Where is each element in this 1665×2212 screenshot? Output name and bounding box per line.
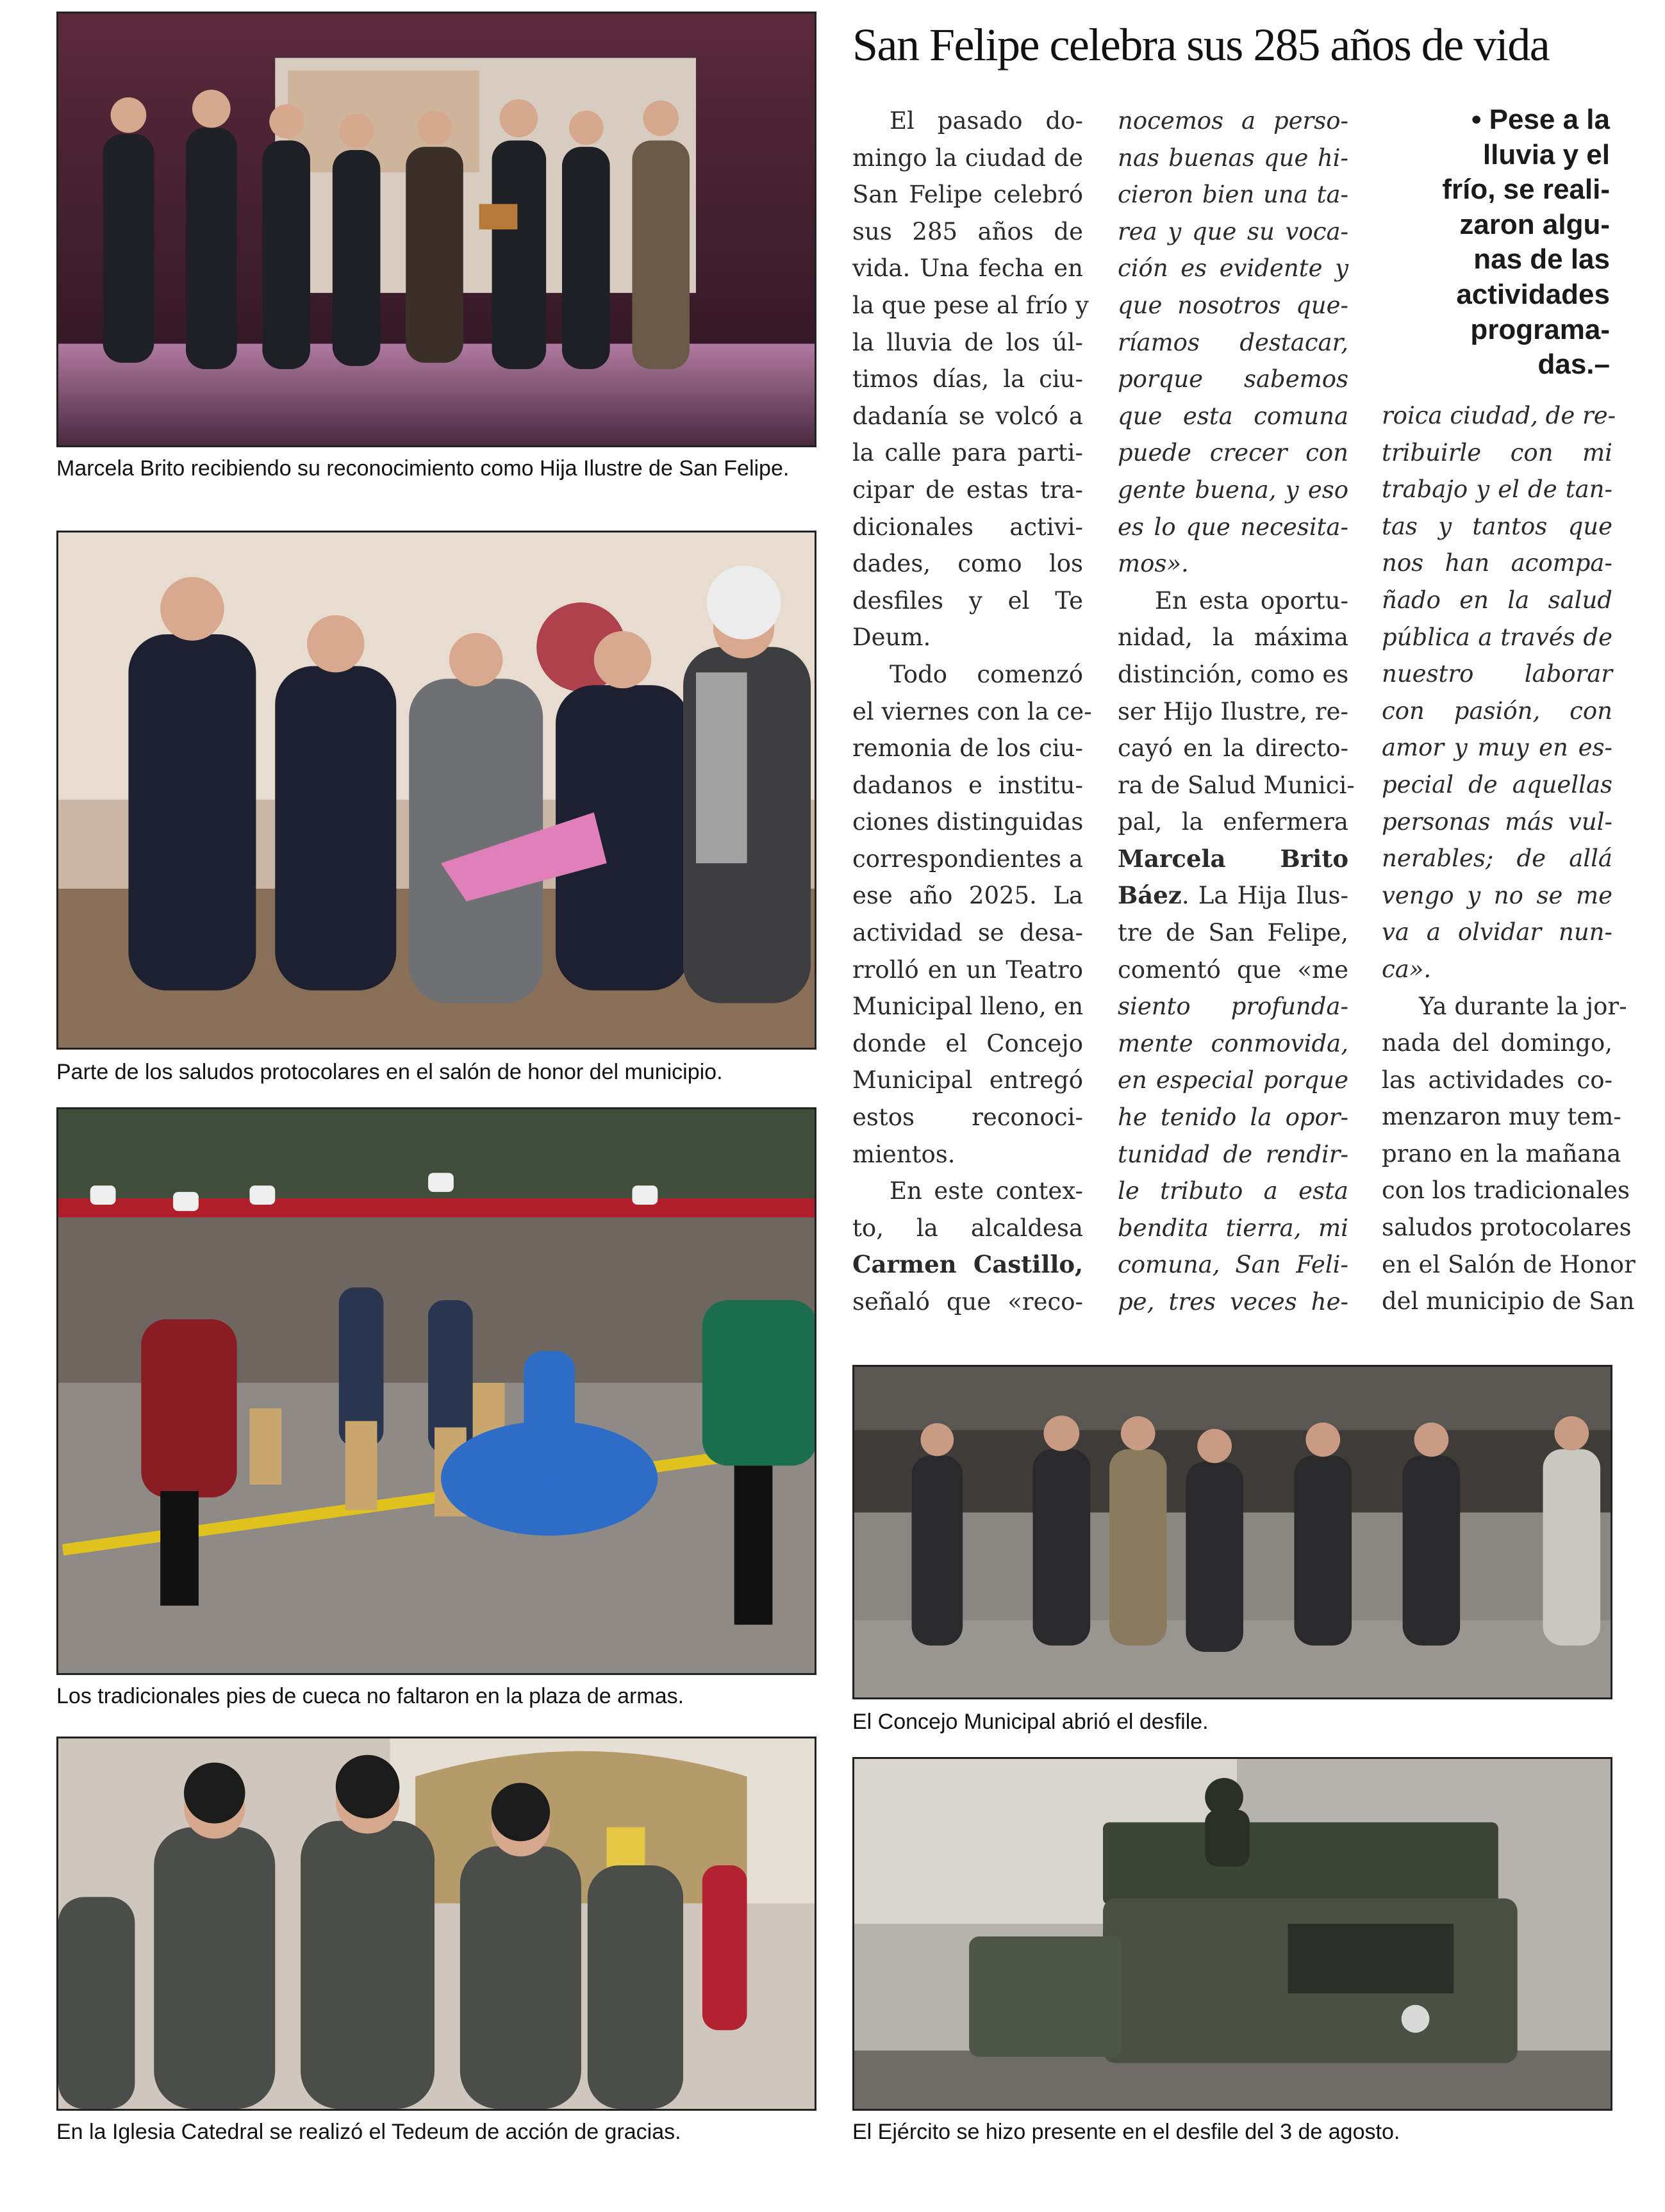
text-line: siento profunda- <box>1118 993 1348 1021</box>
text-line: rea y que su voca- <box>1118 217 1348 245</box>
text-line: Ya durante la jor- <box>1419 992 1627 1020</box>
text-line: mente conmovida, <box>1118 1029 1348 1057</box>
text-line: la lluvia de los úl- <box>852 328 1083 356</box>
photo-concejo-desfile <box>852 1365 1612 1699</box>
text-line: comuna, San Feli- <box>1118 1251 1348 1279</box>
lead-line: nas de las <box>1473 243 1610 276</box>
article-column-2 <box>1118 103 1355 1321</box>
text-line: Marcela Brito <box>1118 844 1348 873</box>
text-line: nocemos a perso- <box>1118 107 1348 135</box>
text-line: saludos protocolares <box>1382 1214 1632 1242</box>
photo-cueca-dancers <box>56 1107 816 1675</box>
text-line: nuestro laborar <box>1382 660 1612 688</box>
text-line: ca». <box>1382 955 1432 983</box>
article-column-3 <box>1382 397 1636 1320</box>
text-bold: Báez <box>1118 881 1182 910</box>
text-line: cieron bien una ta- <box>1118 181 1348 209</box>
text-line: vida. Una fecha en <box>852 254 1083 283</box>
text-line: nidad, la máxima <box>1118 623 1348 652</box>
text-line: la calle para parti- <box>852 439 1083 467</box>
caption-photo-6: El Ejército se hizo presente en el desfile del 3 de agosto. <box>852 2120 1400 2144</box>
caption-photo-3: Los tradicionales pies de cueca no faltaron en la plaza de armas. <box>56 1684 684 1708</box>
text-line: en especial porque <box>1118 1066 1348 1094</box>
text-line: sus 285 años de <box>852 217 1083 245</box>
text-line: tribuirle con mi <box>1382 438 1612 466</box>
text-line: nada del domingo, <box>1382 1029 1612 1057</box>
text-line: personas más vul- <box>1382 807 1612 836</box>
text-line: En este contex- <box>890 1177 1083 1205</box>
text-line: mos». <box>1118 550 1189 578</box>
caption-photo-4: En la Iglesia Catedral se realizó el Tedeum de acción de gracias. <box>56 2120 681 2144</box>
text-line: que nosotros que- <box>1118 291 1348 319</box>
text-line: ra de Salud Munici- <box>1118 771 1355 799</box>
text-line: tunidad de rendir- <box>1118 1140 1348 1168</box>
text-line: el viernes con la ce- <box>852 697 1092 725</box>
text-line: estos reconoci- <box>852 1103 1083 1132</box>
text-line: En esta oportu- <box>1155 586 1348 615</box>
lead-line: programa- <box>1470 313 1610 345</box>
caption-photo-1: Marcela Brito recibiendo su reconocimiento como Hija Ilustre de San Felipe. <box>56 456 790 481</box>
text-line: to, la alcaldesa <box>852 1214 1083 1242</box>
lead-line: lluvia y el <box>1482 138 1610 170</box>
text-line: comentó que «me <box>1118 955 1348 984</box>
lead-line: das.– <box>1537 349 1610 381</box>
text-line: he tenido la opor- <box>1118 1103 1348 1132</box>
text-line: que esta comuna <box>1118 402 1348 430</box>
caption-photo-5: El Concejo Municipal abrió el desfile. <box>852 1710 1209 1734</box>
text-line: dades, como los <box>852 550 1083 578</box>
text-line: ese año 2025. La <box>852 882 1083 910</box>
text-line: pe, tres veces he- <box>1118 1288 1348 1316</box>
caption-photo-2: Parte de los saludos protocolares en el salón de honor del municipio. <box>56 1060 723 1084</box>
text-line: Deum. <box>852 623 931 652</box>
text-line: dicionales activi- <box>852 513 1083 541</box>
photo-award-ceremony <box>56 12 816 447</box>
text-line: amor y muy en es- <box>1382 734 1612 762</box>
lead-line: zaron algu- <box>1459 208 1610 240</box>
lead-line: • Pese a la <box>1471 104 1610 135</box>
text-line: ñado en la salud <box>1382 586 1612 614</box>
text-line <box>1118 877 1348 914</box>
text-line: cipar de estas tra- <box>852 475 1083 504</box>
article-column-1 <box>852 103 1092 1321</box>
text-line: tre de San Felipe, <box>1118 919 1348 947</box>
text-line: con los tradicionales <box>1382 1176 1630 1205</box>
text-line: vengo y no se me <box>1382 881 1612 909</box>
text-line: actividad se desa- <box>852 919 1083 947</box>
photo-cathedral-tedeum <box>56 1737 816 2111</box>
text-line: Todo comenzó <box>890 660 1083 688</box>
text-line: ciones distinguidas <box>852 808 1084 836</box>
lead-line: frío, se reali- <box>1442 174 1610 206</box>
text-line: Municipal entregó <box>852 1066 1083 1094</box>
text-line: pública a través de <box>1382 623 1612 651</box>
text-line: Carmen Castillo, <box>852 1250 1083 1279</box>
text-line: Municipal lleno, en <box>852 993 1084 1021</box>
text-line: prano en la mañana <box>1382 1139 1621 1168</box>
text-line: roica ciudad, de re- <box>1382 402 1616 429</box>
text-fragment: . La Hija Ilus- <box>1181 882 1348 910</box>
text-line: distinción, como es <box>1118 660 1349 688</box>
text-line: nerables; de allá <box>1382 845 1612 873</box>
lead-line: actividades <box>1456 278 1610 310</box>
text-line: nas buenas que hi- <box>1118 144 1348 172</box>
text-line: ción es evidente y <box>1118 254 1348 283</box>
text-line: es lo que necesita- <box>1118 513 1348 541</box>
text-line: en el Salón de Honor <box>1382 1250 1636 1278</box>
text-line: dadanos e institu- <box>852 771 1083 799</box>
text-line: timos días, la ciu- <box>852 365 1083 393</box>
text-line: El pasado do- <box>890 107 1083 135</box>
text-line: mingo la ciudad de <box>852 144 1083 172</box>
text-line: San Felipe celebró <box>852 181 1083 209</box>
article-lead <box>1384 103 1610 383</box>
text-line: donde el Concejo <box>852 1029 1083 1057</box>
text-line: pecial de aquellas <box>1382 770 1612 798</box>
text-line: desfiles y el Te <box>852 586 1083 615</box>
text-line: las actividades co- <box>1382 1066 1612 1094</box>
text-line: ríamos destacar, <box>1118 328 1348 356</box>
text-line: trabajo y el de tan- <box>1382 475 1612 504</box>
photo-salon-de-honor <box>56 531 816 1050</box>
text-line: con pasión, con <box>1382 697 1612 725</box>
text-line: mientos. <box>852 1140 956 1168</box>
text-line: bendita tierra, mi <box>1118 1214 1348 1242</box>
text-line: cayó en la directo- <box>1118 734 1348 763</box>
text-line: correspondientes a <box>852 845 1083 873</box>
text-line: remonia de los ciu- <box>852 734 1083 763</box>
text-line: la que pese al frío y <box>852 291 1089 319</box>
text-line: rrolló en un Teatro <box>852 955 1083 984</box>
text-line: señaló que «reco- <box>852 1288 1083 1316</box>
text-line: nos han acompa- <box>1382 549 1612 577</box>
text-line: le tributo a esta <box>1118 1177 1348 1205</box>
photo-ejercito-desfile <box>852 1757 1612 2111</box>
text-line: del municipio de San <box>1382 1287 1635 1316</box>
text-line: puede crecer con <box>1118 439 1348 467</box>
text-line: porque sabemos <box>1118 365 1348 393</box>
article-headline: San Felipe celebra sus 285 años de vida <box>852 19 1550 70</box>
text-line: ser Hijo Ilustre, re- <box>1118 697 1348 725</box>
text-line: pal, la enfermera <box>1118 808 1348 836</box>
text-line: va a olvidar nun- <box>1382 918 1612 946</box>
text-line: dadanía se volcó a <box>852 402 1083 430</box>
text-line: menzaron muy tem- <box>1382 1103 1621 1131</box>
text-line: gente buena, y eso <box>1118 475 1348 504</box>
text-line: tas y tantos que <box>1382 512 1612 540</box>
